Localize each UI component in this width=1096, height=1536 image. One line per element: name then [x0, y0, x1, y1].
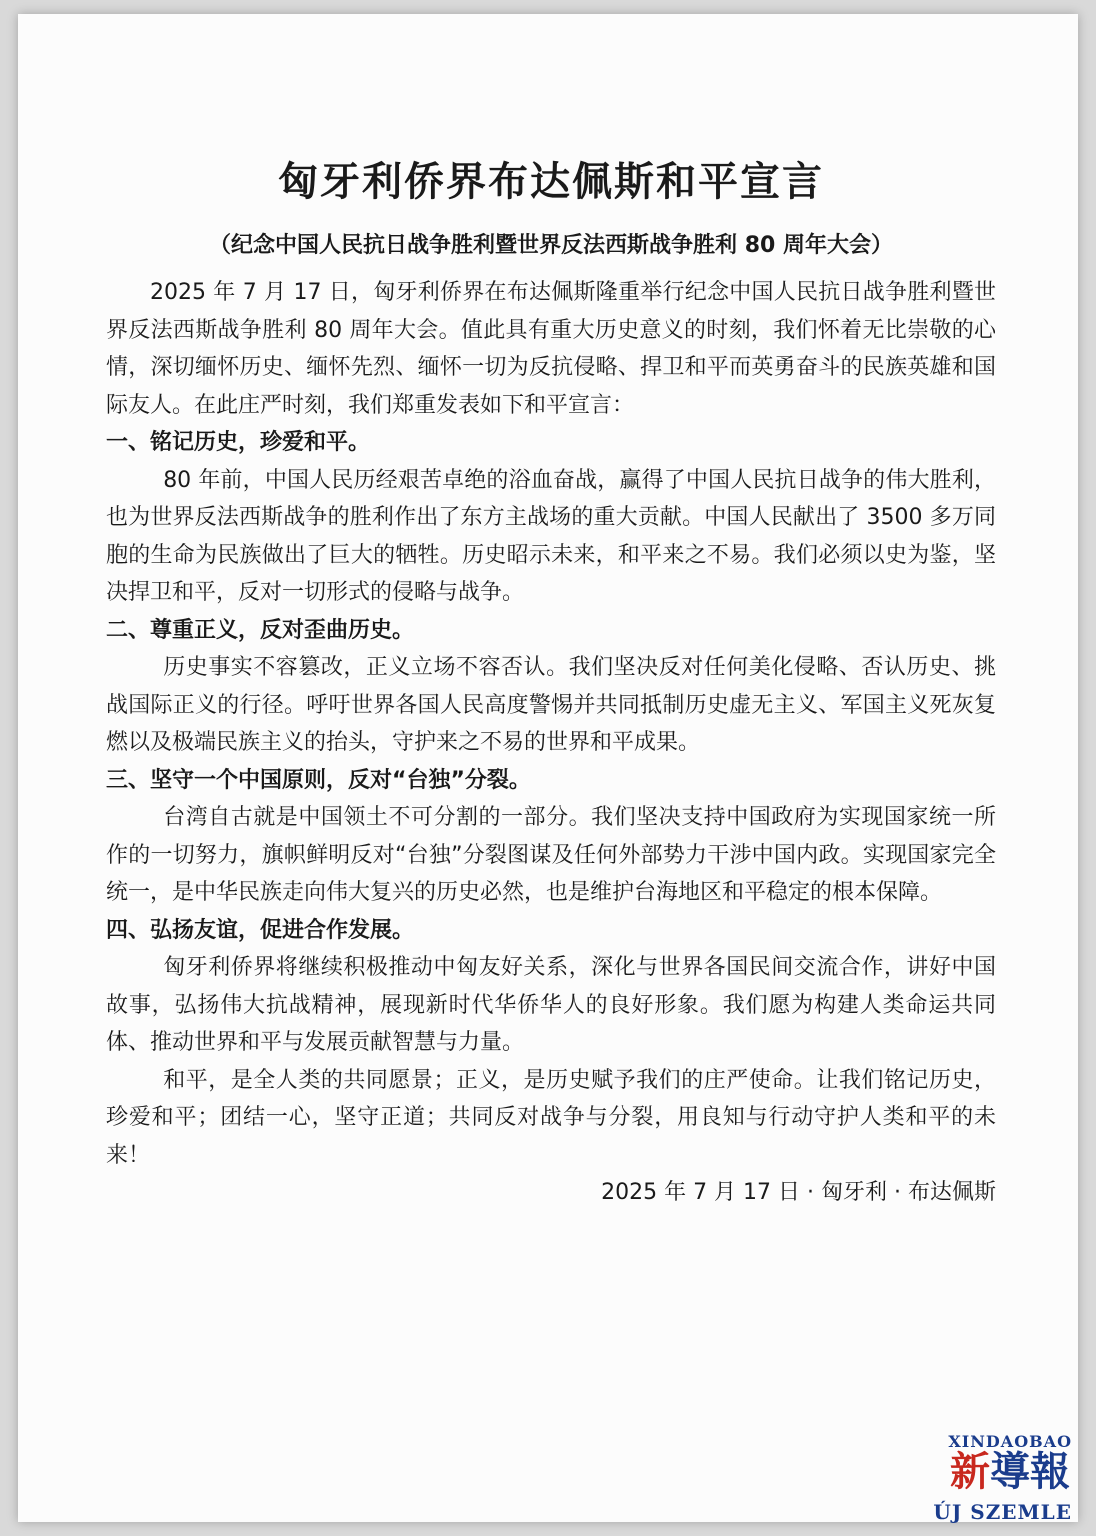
watermark-top-text: XINDAOBAO: [948, 1432, 1072, 1451]
watermark-chinese-rest: 導報: [990, 1449, 1070, 1495]
section-heading-1: 一、铭记历史，珍爱和平。: [106, 430, 371, 455]
section-body-3: 台湾自古就是中国领土不可分割的一部分。我们坚决支持中国政府为实现国家统一所作的一切努力，旗帜鲜明反对“台独”分裂图谋及任何外部势力干涉中国内政。实现国家完全统一，是中华民族走向伟大复兴的历史必然，也是维护台海地区和平稳定的根本保障。: [106, 805, 996, 905]
section-body-2: 历史事实不容篡改，正义立场不容否认。我们坚决反对任何美化侵略、否认历史、挑战国际正义的行径。呼吁世界各国人民高度警惕并共同抵制历史虚无主义、军国主义死灰复燃以及极端民族主义的抬头，守护来之不易的世界和平成果。: [106, 655, 996, 755]
declaration-body: [106, 154, 996, 1212]
closing-paragraph: 和平，是全人类的共同愿景；正义，是历史赋予我们的庄严使命。让我们铭记历史，珍爱和平；团结一心，坚守正道；共同反对战争与分裂，用良知与行动守护人类和平的未来！: [106, 1067, 996, 1168]
intro-paragraph: 2025 年 7 月 17 日，匈牙利侨界在布达佩斯隆重举行纪念中国人民抗日战争胜利暨世界反法西斯战争胜利 80 周年大会。值此具有重大历史意义的时刻，我们怀着无比崇敬的心情，深切缅怀历史、缅怀先烈、缅怀一切为反抗侵略、捍卫和平而英勇奋斗的民族英雄和国际友人。在此庄严时刻，我们郑重发表如下和平宣言：: [106, 280, 996, 418]
section-body-1: 80 年前，中国人民历经艰苦卓绝的浴血奋战，赢得了中国人民抗日战争的伟大胜利，也为世界反法西斯战争的胜利作出了东方主战场的重大贡献。中国人民献出了 3500 多万同胞的生命为民族做出了巨大的牺牲。历史昭示未来，和平来之不易。我们必须以史为鉴，坚决捍卫和平，反对一切形式的侵略与战争。: [106, 467, 996, 605]
section-heading-2: 二、尊重正义，反对歪曲历史。: [106, 617, 415, 643]
watermark-bottom-text: ÚJ SZEMLE: [933, 1500, 1072, 1524]
section-heading-3: 三、坚守一个中国原则，反对“台独”分裂。: [106, 767, 531, 793]
signature-line: 2025 年 7 月 17 日 · 匈牙利 · 布达佩斯: [601, 1180, 996, 1205]
watermark-chinese-name: [950, 1450, 1070, 1494]
document-subtitle: （纪念中国人民抗日战争胜利暨世界反法西斯战争胜利 80 周年大会）: [209, 233, 893, 258]
document-title: 匈牙利侨界布达佩斯和平宣言: [278, 159, 824, 205]
xindaobao-watermark-logo: [898, 1432, 1078, 1530]
section-body-4: 匈牙利侨界将继续积极推动中匈友好关系，深化与世界各国民间交流合作，讲好中国故事，弘扬伟大抗战精神，展现新时代华侨华人的良好形象。我们愿为构建人类命运共同体、推动世界和平与发展贡献智慧与力量。: [106, 955, 996, 1055]
document-page: [18, 14, 1078, 1522]
section-heading-4: 四、弘扬友谊，促进合作发展。: [106, 917, 415, 943]
watermark-chinese-first: 新: [950, 1449, 990, 1495]
